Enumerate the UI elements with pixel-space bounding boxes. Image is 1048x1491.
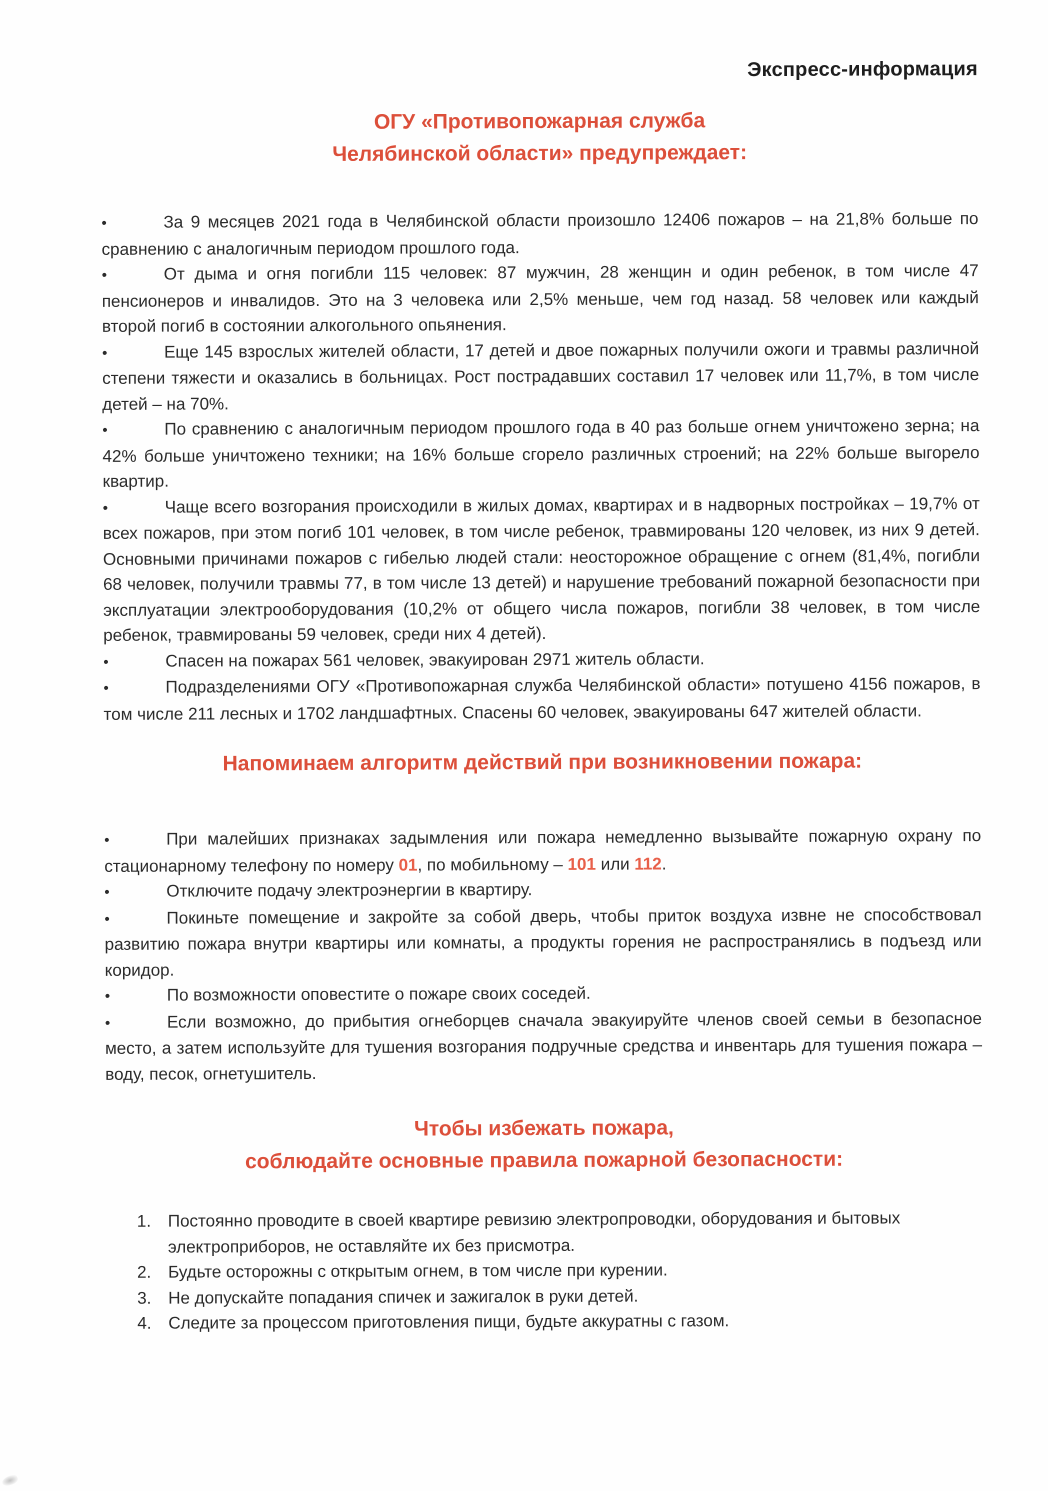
statistics-bullet [103,491,981,649]
statistics-bullet [101,206,978,262]
bullet-icon: • [102,499,109,517]
bullet-icon: • [102,344,108,362]
text-run: За 9 месяцев 2021 года в Челябинской области произошло 12406 пожаров – на 21,8% больше по сравнению с аналогичным периодом прошлого года. [101,209,979,259]
text-run: или [595,854,635,874]
bullet-icon: • [104,831,110,849]
statistics-bullet [102,336,979,417]
prevention-rule-item [137,1256,983,1285]
statistics-bullet [102,258,979,339]
list-number: 4. [137,1313,152,1333]
text-run: Подразделениями ОГУ «Противопожарная служба Челябинской области» потушено 4156 пожаров, в том числе 211 лесных и 1702 ландшафтных. Спасены 60 человек, эвакуированы 647 жителей области. [103,674,981,724]
algorithm-heading: Напоминаем алгоритм действий при возникновении пожара: [222,749,863,776]
algorithm-bullet [104,902,981,983]
emergency-phone-number: 112 [634,853,662,874]
prevention-rule-item [137,1205,983,1260]
prevention-heading-line2: соблюдайте основные правила пожарной безопасности: [245,1147,844,1174]
emergency-phone-number: 01 [398,855,418,875]
bullet-icon: • [103,653,109,671]
text-run: При малейших признаках задымления или пожара немедленно вызывайте пожарную охрану по стационарному телефону по номеру [104,826,982,876]
bullet-icon: • [104,883,110,901]
list-item-text: Будьте осторожны с открытым огнем, в том числе при курении. [168,1260,668,1282]
statistics-bullet [103,671,980,727]
document-title-line1: ОГУ «Противопожарная служба [373,109,706,134]
text-run: . [661,853,667,873]
list-number: 3. [137,1288,152,1308]
statistics-bullet [103,645,980,675]
prevention-rule-item [137,1282,983,1311]
text-run: От дыма и огня погибли 115 человек: 87 мужчин, 28 женщин и один ребенок, в том числе 47 пенсионеров и инвалидов. Это на 3 человека или 2,5% меньше, чем год назад. 58 человек или каждый второй погиб в состоянии алкогольного опьянения. [101,261,979,336]
emergency-phone-number: 101 [567,854,596,874]
bullet-icon: • [104,910,110,928]
list-item-text: Постоянно проводите в своей квартире ревизию электропроводки, оборудования и бытовых электроприборов, не оставляйте их без присмотра. [167,1208,901,1257]
bullet-icon: • [103,679,109,697]
text-run: Если возможно, до прибытия огнеборцев сначала эвакуируйте членов своей семьи в безопасное место, а затем используйте для тушения возгорания подручные средства и инвентарь для тушения пожара – воду, песок, огнетушитель. [105,1008,983,1084]
text-run: По сравнению с аналогичным периодом прошлого года в 40 раз больше огнем уничтожено зерна; на 42% больше уничтожено техники; на 16% больше сгорело различных строений; на 22% больше выгорело квартир. [102,416,980,491]
algorithm-bullet [104,875,981,905]
list-number: 2. [137,1262,152,1282]
document-title-line2: Челябинской области» предупреждает: [332,141,748,166]
bullet-icon: • [104,987,111,1005]
statistics-bullet [102,413,979,494]
text-run: Покиньте помещение и закройте за собой дверь, чтобы приток воздуха извне не способствовал развитию пожара внутри квартиры или комнаты, а продукты горения не распространялись в подъезд или коридор. [104,904,982,980]
algorithm-bullet [105,979,982,1009]
prevention-heading [105,1111,982,1179]
scan-artifact-smudge [1,1474,19,1488]
text-run: Спасен на пожарах 561 человек, эвакуирован 2971 житель области. [165,648,705,671]
prevention-rules-section [106,1205,984,1336]
text-run: , по мобильному – [417,854,568,875]
text-run: Отключите подачу электроэнергии в квартиру. [166,880,533,901]
document-title [101,104,978,172]
fire-algorithm-section [104,823,982,1087]
algorithm-bullet [104,823,981,879]
bullet-icon: • [102,421,108,439]
bullet-icon: • [104,1014,111,1032]
list-number: 1. [136,1211,152,1231]
algorithm-bullet [105,1006,982,1087]
prevention-rule-item [137,1307,983,1336]
bullet-icon: • [101,214,107,232]
list-item-text: Следите за процессом приготовления пищи, будьте аккуратны с газом. [168,1311,730,1333]
list-item-text: Не допускайте попадания спичек и зажигалок в руки детей. [168,1286,639,1308]
document-content [101,56,984,1336]
fire-statistics-section [101,206,980,727]
bullet-icon: • [101,266,108,284]
text-run: Чаще всего возгорания происходили в жилых домах, квартирах и в надворных постройках – 19,7% от всех пожаров, при этом погиб 101 человек, в том числе ребенок, травмированы 120 человек, из них 9 детей. Основными причинами пожаров с гибелью людей стали: неосторожное обращение с огнем (81,4%, погибли 68 человек, получили травмы 77, в том числе 13 детей) и нарушение требований пожарной безопасности при эксплуатации электрооборудования (10,2% от общего числа пожаров, погибли 38 человек, в том числе ребенок, травмированы 59 человек, среди них 4 детей). [102,493,981,645]
text-run: Еще 145 взрослых жителей области, 17 детей и двое пожарных получили ожоги и травмы различной степени тяжести и оказались в больницах. Рост пострадавших составил 17 человек или 11,7%, в том числе детей – на 70%. [102,338,980,414]
document-type-label: Экспресс-информация [747,58,978,82]
text-run: По возможности оповестите о пожаре своих соседей. [166,983,591,1005]
prevention-heading-line1: Чтобы избежать пожара, [413,1116,674,1141]
